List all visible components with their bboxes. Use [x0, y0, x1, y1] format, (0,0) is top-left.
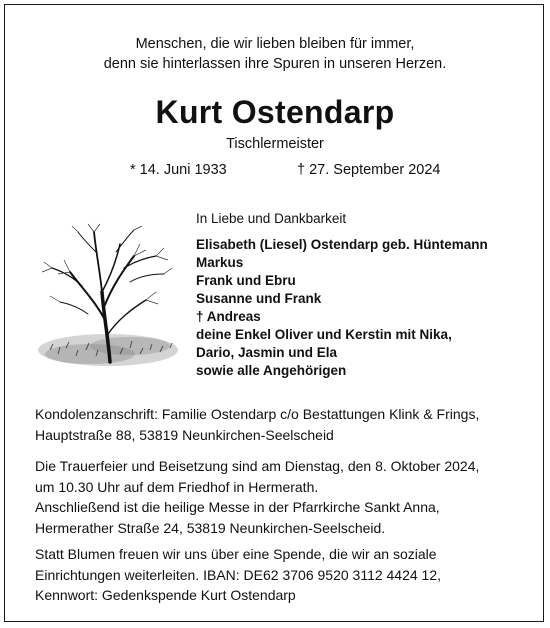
donation-request — [35, 544, 535, 606]
death-date: † 27. September 2024 — [297, 162, 441, 178]
deceased-name: Kurt Ostendarp — [155, 94, 395, 130]
mourner-name: † Andreas — [196, 309, 261, 324]
donation-line: Kennwort: Gedenkspende Kurt Ostendarp — [35, 587, 296, 603]
mourner-name: deine Enkel Oliver und Kerstin mit Nika, — [196, 327, 452, 342]
mourner-name: Susanne und Frank — [196, 291, 322, 306]
condolence-line: Hauptstraße 88, 53819 Neunkirchen-Seelscheid — [35, 426, 334, 443]
mourner-name: Frank und Ebru — [196, 273, 296, 288]
donation-line: Statt Blumen freuen wir uns über eine Spende, die wir an soziale — [35, 546, 437, 562]
verse-line-1: Menschen, die wir lieben bleiben für immer, — [135, 36, 415, 52]
service-line: Anschließend ist die heilige Messe in der Pfarrkirche Sankt Anna, — [35, 499, 440, 515]
verse — [0, 34, 550, 74]
condolence-address — [35, 404, 535, 445]
mourner-name: Markus — [196, 255, 244, 270]
service-line: Hermerather Straße 24, 53819 Neunkirchen-Seelscheid. — [35, 519, 386, 536]
service-line: Die Trauerfeier und Beisetzung sind am Dienstag, den 8. Oktober 2024, — [35, 458, 480, 474]
mourner-name: sowie alle Angehörigen — [196, 363, 347, 378]
tree-illustration-icon — [30, 222, 190, 392]
mourner-name: Dario, Jasmin und Ela — [196, 345, 338, 360]
birth-date: * 14. Juni 1933 — [130, 162, 227, 178]
mourners-list — [196, 236, 488, 380]
deceased-title: Tischlermeister — [226, 136, 324, 152]
service-line: um 10.30 Uhr auf dem Friedhof in Hermerath. — [35, 478, 319, 495]
mourners-intro: In Liebe und Dankbarkeit — [196, 211, 347, 226]
service-details — [35, 456, 535, 538]
condolence-line: Kondolenzanschrift: Familie Ostendarp c/o Bestattungen Klink & Frings, — [35, 406, 480, 422]
verse-line-2: denn sie hinterlassen ihre Spuren in unseren Herzen. — [103, 56, 447, 72]
donation-line: Einrichtungen weiterleiten. IBAN: DE62 3706 9520 3112 4424 12, — [35, 566, 442, 583]
mourner-name: Elisabeth (Liesel) Ostendarp geb. Hüntemann — [196, 237, 488, 252]
